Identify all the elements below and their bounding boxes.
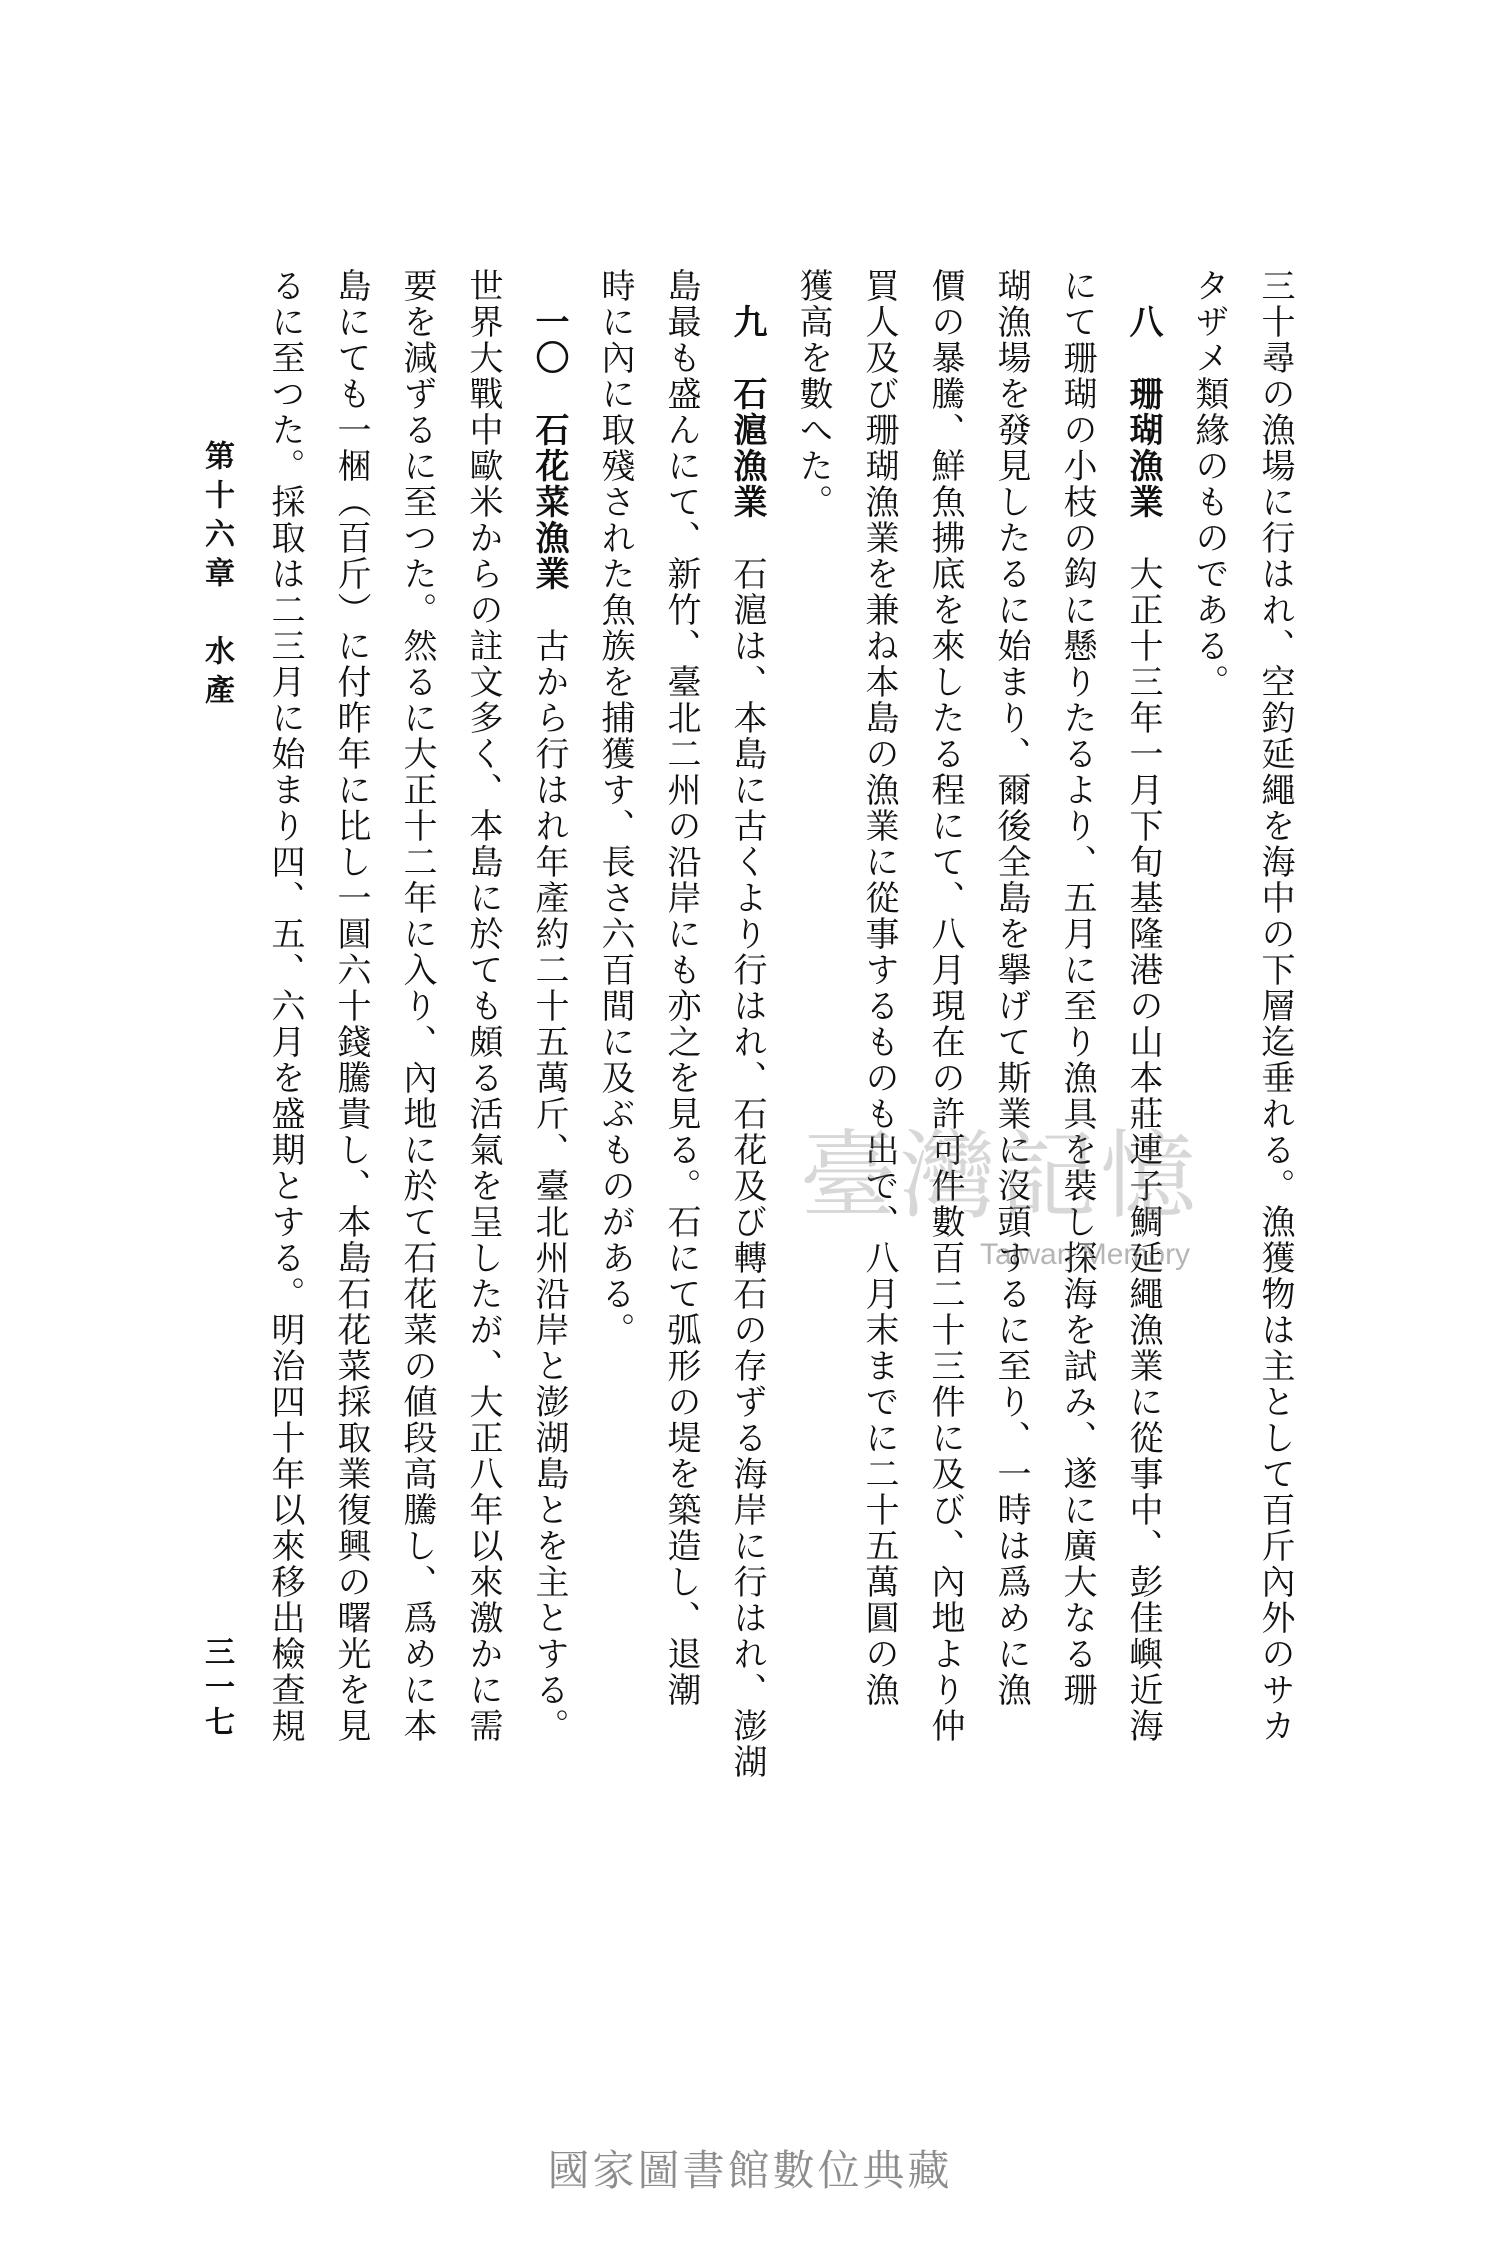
text-column: にて珊瑚の小枝の鈎に懸りたるより、五月に至り漁具を裝し探海を試み、遂に廣大なる珊 (1057, 268, 1097, 1708)
watermark-logo-subtitle: Taiwan Memory (980, 1238, 1191, 1271)
text-column: 價の暴騰、鮮魚拂底を來したる程にて、八月現在の許可件數百二十三件に及び、內地より仲 (925, 268, 965, 1744)
text-column-stone-weir-fishery (714, 268, 780, 1798)
text-column: 三十尋の漁場に行はれ、空釣延繩を海中の下層迄垂れる。漁獲物は主として百斤內外のサカ (1255, 268, 1295, 1744)
column-text: 石滬は、本島に古くより行はれ、石花及び轉石の存ずる海岸に行はれ、澎湖 (727, 556, 767, 1780)
text-column-agar-seaweed-fishery (516, 268, 582, 1798)
text-column: 要を減ずるに至つた。然るに大正十二年に入り、內地に於て石花菜の値段高騰し、爲めに本 (397, 268, 437, 1744)
text-column: 瑚漁場を發見したるに始まり、爾後全島を擧げて斯業に沒頭するに至り、一時は爲めに漁 (991, 268, 1031, 1708)
text-column: 買人及び珊瑚漁業を兼ね本島の漁業に從事するものも出で、八月末までに二十五萬圓の漁 (859, 268, 899, 1708)
body-text-block (252, 268, 1308, 1798)
column-text: 古から行はれ年產約二十五萬斤、臺北州沿岸と澎湖島とを主とする。 (529, 628, 569, 1744)
text-column: るに至つた。採取は二三月に始まり四、五、六月を盛期とする。明治四十年以來移出檢查規 (265, 268, 305, 1744)
text-column: 獲高を數へた。 (793, 268, 833, 520)
page-number: 三一七 (199, 1636, 234, 1741)
text-column-coral-fishery (1110, 268, 1176, 1798)
text-column: タザメ類緣のものである。 (1189, 268, 1229, 700)
column-text: 大正十三年一月下旬基隆港の山本莊連子鯛延繩漁業に從事中、彭佳嶼近海 (1123, 556, 1163, 1744)
text-column: 島最も盛んにて、新竹、臺北二州の沿岸にも亦之を見る。石にて弧形の堤を築造し、退潮 (661, 268, 701, 1708)
archive-credit: 國家圖書館數位典藏 (547, 2146, 953, 2195)
section-heading-coral-fishery: 八 珊瑚漁業 (1123, 304, 1163, 520)
text-column: 島にても一梱（百斤）に付昨年に比し一圓六十錢騰貴し、本島石花菜採取業復興の曙光を見 (331, 268, 371, 1744)
watermark-logo: 臺灣記憶 (800, 1120, 1200, 1232)
text-column: 世界大戰中歐米からの註文多く、本島に於ても頗る活氣を呈したが、大正八年以來激かに需 (463, 268, 503, 1744)
text-column: 時に內に取殘された魚族を捕獲す、長さ六百間に及ぶものがある。 (595, 268, 635, 1348)
section-heading-agar-seaweed-fishery: 一〇 石花菜漁業 (529, 304, 569, 592)
running-head-chapter: 第十六章 水產 (199, 440, 234, 713)
section-heading-stone-weir-fishery: 九 石滬漁業 (727, 304, 767, 520)
